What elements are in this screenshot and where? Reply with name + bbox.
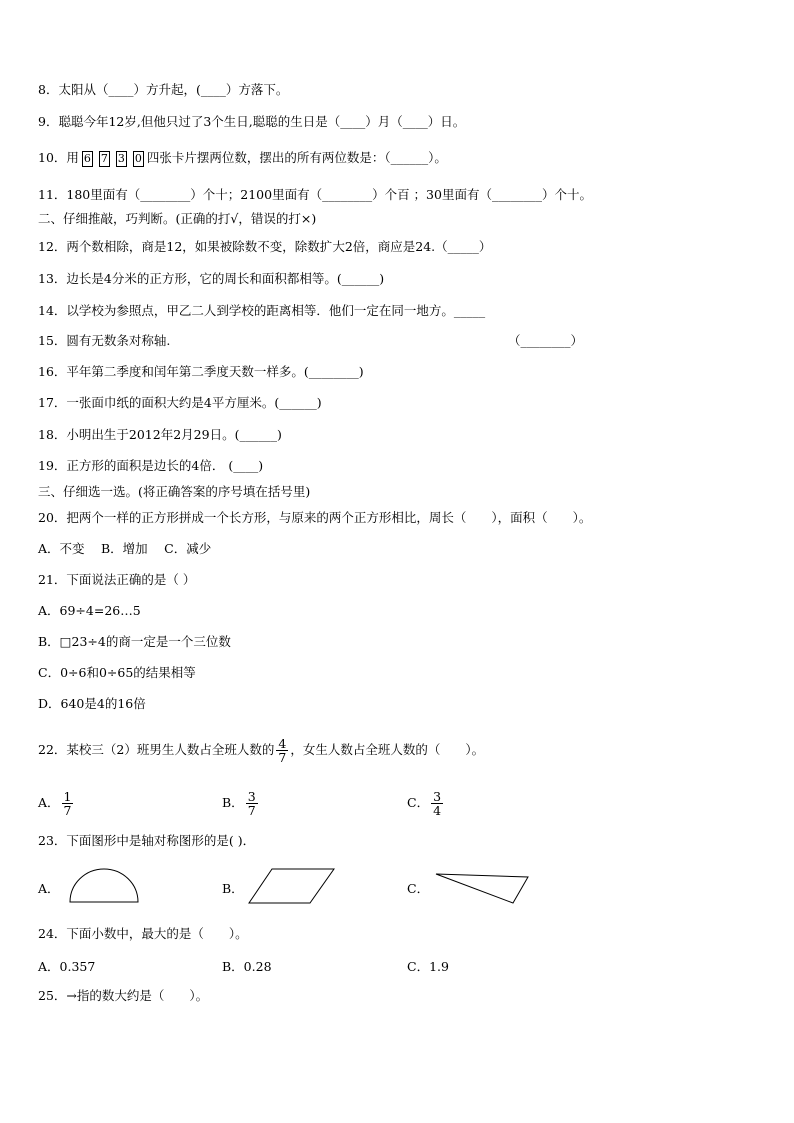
q22-prefix: 22．某校三（2）班男生人数占全班人数的	[38, 742, 275, 757]
q24-option-b: B．0.28	[222, 959, 272, 974]
q14: 14．以学校为参照点，甲乙二人到学校的距离相等．他们一定在同一地方。_____	[38, 303, 486, 318]
option-fraction	[431, 790, 443, 817]
q21-option-a: A．69÷4=26…5	[38, 603, 141, 618]
parallelogram-figure	[248, 868, 338, 906]
option-label: B．	[222, 795, 244, 810]
q25: 25．→指的数大约是（ ）。	[38, 988, 209, 1003]
card-4: 0	[134, 151, 142, 165]
fraction-numerator: 1	[63, 789, 72, 804]
q22-option-b	[222, 787, 260, 819]
card-2: 7	[100, 151, 108, 165]
section-3-heading: 三、仔细选一选。(将正确答案的序号填在括号里)	[38, 484, 311, 499]
q13: 13．边长是4分米的正方形，它的周长和面积都相等。(______)	[38, 271, 385, 286]
card-1: 6	[83, 151, 91, 165]
triangle-figure	[435, 870, 535, 906]
fraction-denominator: 4	[433, 803, 442, 818]
q17: 17．一张面巾纸的面积大约是4平方厘米。(______)	[38, 395, 322, 410]
q15-blank: （________）	[508, 333, 584, 348]
fraction-denominator: 7	[278, 750, 287, 765]
q22-suffix: ，女生人数占全班人数的（ ）。	[290, 742, 485, 757]
q22	[38, 734, 484, 766]
fraction-numerator: 4	[278, 736, 287, 751]
q24-option-c: C．1.9	[407, 959, 449, 974]
q12: 12．两个数相除，商是12，如果被除数不变，除数扩大2倍，商应是24.（_____）	[38, 239, 492, 254]
q24-option-a: A．0.357	[38, 959, 96, 974]
fraction-denominator: 7	[247, 803, 256, 818]
q23: 23．下面图形中是轴对称图形的是( )．	[38, 833, 256, 848]
semicircle-figure	[69, 868, 141, 904]
q10	[38, 150, 447, 167]
q15: 15．圆有无数条对称轴.	[38, 333, 171, 348]
q24: 24．下面小数中，最大的是（ ）。	[38, 926, 248, 941]
fraction-numerator: 3	[247, 789, 256, 804]
option-label: A．	[38, 795, 60, 810]
option-label: C．	[407, 795, 430, 810]
card-3: 3	[117, 151, 125, 165]
q21-option-b: B．□23÷4的商一定是一个三位数	[38, 634, 231, 649]
q10-prefix: 10．用	[38, 150, 79, 165]
q23-label-b: B．	[222, 881, 244, 896]
q21-option-d: D．640是4的16倍	[38, 696, 146, 711]
q20-options: A．不变 B．增加 C．减少	[38, 541, 212, 556]
q9: 9．聪聪今年12岁,但他只过了3个生日,聪聪的生日是（____）月（____）日。	[38, 114, 466, 129]
q11: 11．180里面有（________）个十；2100里面有（________）个百 ；30里面有（________）个十。	[38, 187, 592, 202]
q21-option-c: C．0÷6和0÷65的结果相等	[38, 665, 196, 680]
fraction-numerator: 3	[433, 789, 442, 804]
q22-option-a	[38, 787, 75, 819]
q22-fraction	[276, 737, 288, 764]
q18: 18．小明出生于2012年2月29日。(______)	[38, 427, 282, 442]
q23-label-a: A．	[38, 881, 60, 896]
q20: 20．把两个一样的正方形拼成一个长方形，与原来的两个正方形相比，周长（ ），面积（ ）。	[38, 510, 592, 525]
fraction-denominator: 7	[63, 803, 72, 818]
q8: 8．太阳从（____）方升起，(____）方落下。	[38, 82, 289, 97]
q19: 19．正方形的面积是边长的4倍． (____)	[38, 458, 264, 473]
q16: 16．平年第二季度和闰年第二季度天数一样多。(________)	[38, 364, 364, 379]
option-fraction	[62, 790, 74, 817]
section-2-heading: 二、仔细推敲，巧判断。(正确的打√，错误的打×)	[38, 211, 317, 226]
option-fraction	[246, 790, 258, 817]
q22-option-c	[407, 787, 445, 819]
q10-suffix: 四张卡片摆两位数，摆出的所有两位数是：（______）。	[146, 150, 447, 165]
q21: 21．下面说法正确的是（ ）	[38, 572, 196, 587]
q23-label-c: C．	[407, 881, 430, 896]
